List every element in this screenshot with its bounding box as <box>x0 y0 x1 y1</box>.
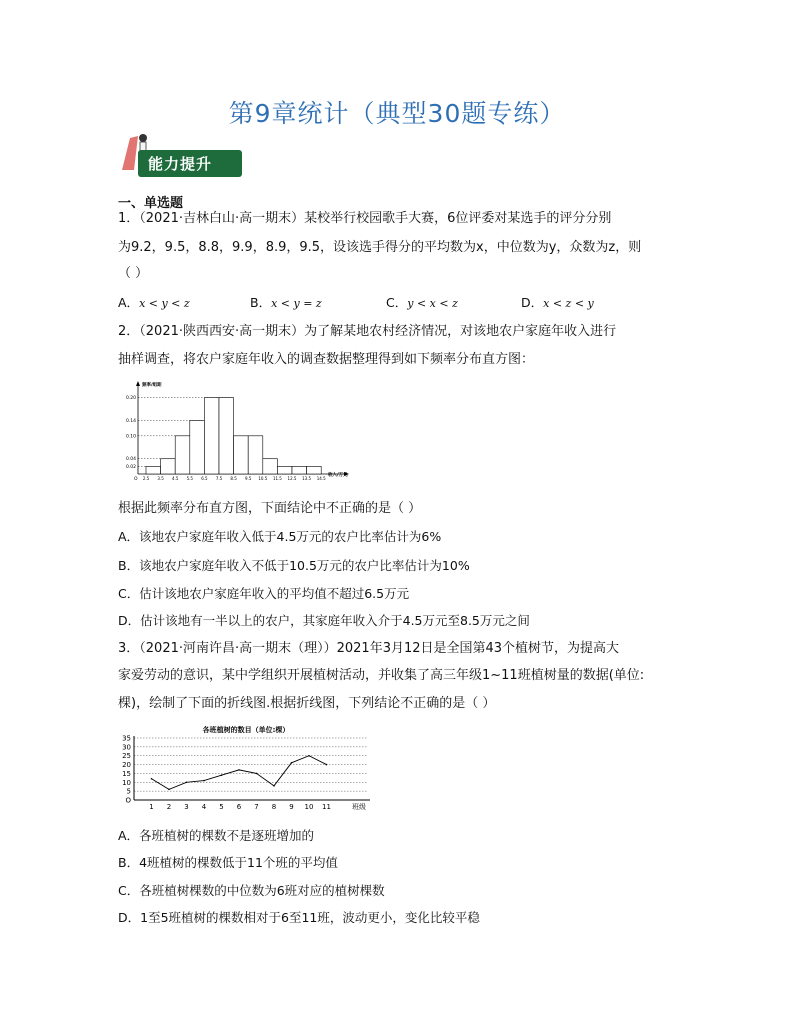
y-axis-arrow <box>136 381 140 386</box>
data-point <box>256 773 258 775</box>
y-tick-label: 35 <box>122 734 131 743</box>
data-point <box>221 774 223 776</box>
y-tick-label: 0.04 <box>125 457 136 463</box>
chart-title: 各班植树的数目（单位:棵） <box>202 726 290 734</box>
histogram-bar <box>263 459 278 474</box>
y-tick-label: 10 <box>122 778 131 787</box>
y-axis-label: 频率/组距 <box>142 383 162 388</box>
x-tick-label: 4 <box>201 803 207 811</box>
x-tick-label: 6 <box>236 803 242 811</box>
histogram-bar <box>277 466 292 474</box>
histogram-bar <box>190 421 205 474</box>
y-tick-label: 15 <box>122 769 131 778</box>
x-tick-label: 3.5 <box>157 476 164 481</box>
x-tick-label: 7.5 <box>215 476 223 481</box>
page-title: 第9章统计（典型30题专练） <box>228 99 566 128</box>
histogram-bar <box>146 466 161 474</box>
data-point <box>151 778 153 780</box>
section-heading: 一、单选题 <box>118 196 184 211</box>
histogram-chart <box>116 378 356 490</box>
x-axis-label: 班级 <box>352 803 366 811</box>
histogram-bar <box>175 436 190 474</box>
y-tick-label: 20 <box>122 761 131 770</box>
x-axis-label: 收入/万元 <box>328 473 348 478</box>
origin-label: O <box>134 477 138 482</box>
x-tick-label: 12.5 <box>287 476 297 481</box>
q2-option-b: B．该地农户家庭年收入不低于10.5万元的农户比率估计为10% <box>118 558 470 573</box>
x-tick-label: 8 <box>271 803 277 811</box>
x-tick-label: 2.5 <box>142 476 150 481</box>
x-tick-label: 5 <box>219 803 224 811</box>
data-point <box>326 764 328 766</box>
q1-line3: （ ） <box>118 266 149 281</box>
x-tick-label: 3 <box>184 803 189 811</box>
q3-line3: 棵)，绘制了下面的折线图.根据折线图，下列结论不正确的是（ ） <box>118 696 496 711</box>
q3-option-a: A．各班植树的棵数不是逐班增加的 <box>118 828 315 843</box>
histogram-bar <box>204 398 219 474</box>
data-point <box>238 769 240 771</box>
x-tick-label: 9.5 <box>245 476 252 481</box>
x-tick-label: 9 <box>289 803 294 811</box>
q3-option-d: D．1至5班植树的棵数相对于6至11班，波动更小，变化比较平稳 <box>118 910 480 925</box>
q3-line1: 3．（2021·河南许昌·高一期末（理））2021年3月12日是全国第43个植树节，为提高大 <box>118 641 620 656</box>
q2-option-a: A．该地农户家庭年收入低于4.5万元的农户比率估计为6% <box>118 529 442 544</box>
x-tick-label: 11.5 <box>272 476 282 481</box>
data-point <box>308 755 310 757</box>
q2-option-c: C．估计该地农户家庭年收入的平均值不超过6.5万元 <box>118 586 410 601</box>
q2-line1: 2．（2021·陕西西安·高一期末）为了解某地农村经济情况，对该地农户家庭年收入进行 <box>118 324 617 339</box>
q3-option-b: B．4班植树的棵数低于11个班的平均值 <box>118 855 338 870</box>
q1-option-d: D．x < z < y <box>521 295 594 310</box>
q3-line2: 家爱劳动的意识，某中学组织开展植树活动，并收集了高三年级1~11班植树量的数据(单位: <box>118 668 645 683</box>
y-tick-label: 0.14 <box>125 419 136 425</box>
x-tick-label: 14.5 <box>316 476 326 481</box>
x-tick-label: 5.5 <box>186 476 193 481</box>
q1-line1: 1．（2021·吉林白山·高一期末）某校举行校园歌手大赛，6位评委对某选手的评分分别 <box>118 211 612 226</box>
x-tick-label: 4.5 <box>172 476 179 481</box>
series-line <box>152 756 327 790</box>
q1-option-c: C．y < x < z <box>386 295 458 310</box>
histogram-bar <box>307 466 322 474</box>
q2-line2: 抽样调查，将农户家庭年收入的调查数据整理得到如下频率分布直方图： <box>118 352 535 367</box>
data-point <box>203 780 205 782</box>
y-tick-label: 30 <box>122 743 131 752</box>
x-tick-label: 13.5 <box>302 476 312 481</box>
q1-option-a: A．x < y < z <box>118 295 190 310</box>
y-tick-label: 25 <box>122 752 131 761</box>
x-tick-label: 8.5 <box>230 476 237 481</box>
line-chart <box>116 724 376 812</box>
histogram-bar <box>248 436 263 474</box>
x-tick-label: 2 <box>166 803 172 811</box>
x-tick-label: 10 <box>304 803 314 811</box>
y-tick-label: 0.10 <box>125 434 136 440</box>
q1-option-b: B．x < y = z <box>250 295 322 310</box>
y-tick-label: 5 <box>126 787 131 796</box>
data-point <box>291 762 293 764</box>
histogram-bar <box>292 466 307 474</box>
data-point <box>168 789 170 791</box>
y-tick-label: O <box>125 796 131 805</box>
x-tick-label: 6.5 <box>201 476 208 481</box>
q1-line2: 为9.2，9.5，8.8，9.9，8.9，9.5，设该选手得分的平均数为x，中位数为y，众数为z，则 <box>118 240 642 255</box>
data-point <box>273 785 275 787</box>
q2-line3: 根据此频率分布直方图，下面结论中不正确的是（ ） <box>118 501 422 516</box>
x-tick-label: 11 <box>322 803 331 811</box>
q3-option-c: C．各班植树棵数的中位数为6班对应的植树棵数 <box>118 883 385 898</box>
badge-label: 能力提升 <box>148 155 213 173</box>
y-tick-label: 0.20 <box>125 396 136 402</box>
y-tick-label: 0.02 <box>125 464 136 470</box>
x-tick-label: 1 <box>149 803 154 811</box>
histogram-bar <box>219 398 234 474</box>
histogram-bar <box>161 459 176 474</box>
x-tick-label: 10.5 <box>258 476 268 481</box>
q2-option-d: D．估计该地有一半以上的农户，其家庭年收入介于4.5万元至8.5万元之间 <box>118 613 530 628</box>
data-point <box>186 781 188 783</box>
x-tick-label: 7 <box>254 803 259 811</box>
histogram-bar <box>234 436 249 474</box>
